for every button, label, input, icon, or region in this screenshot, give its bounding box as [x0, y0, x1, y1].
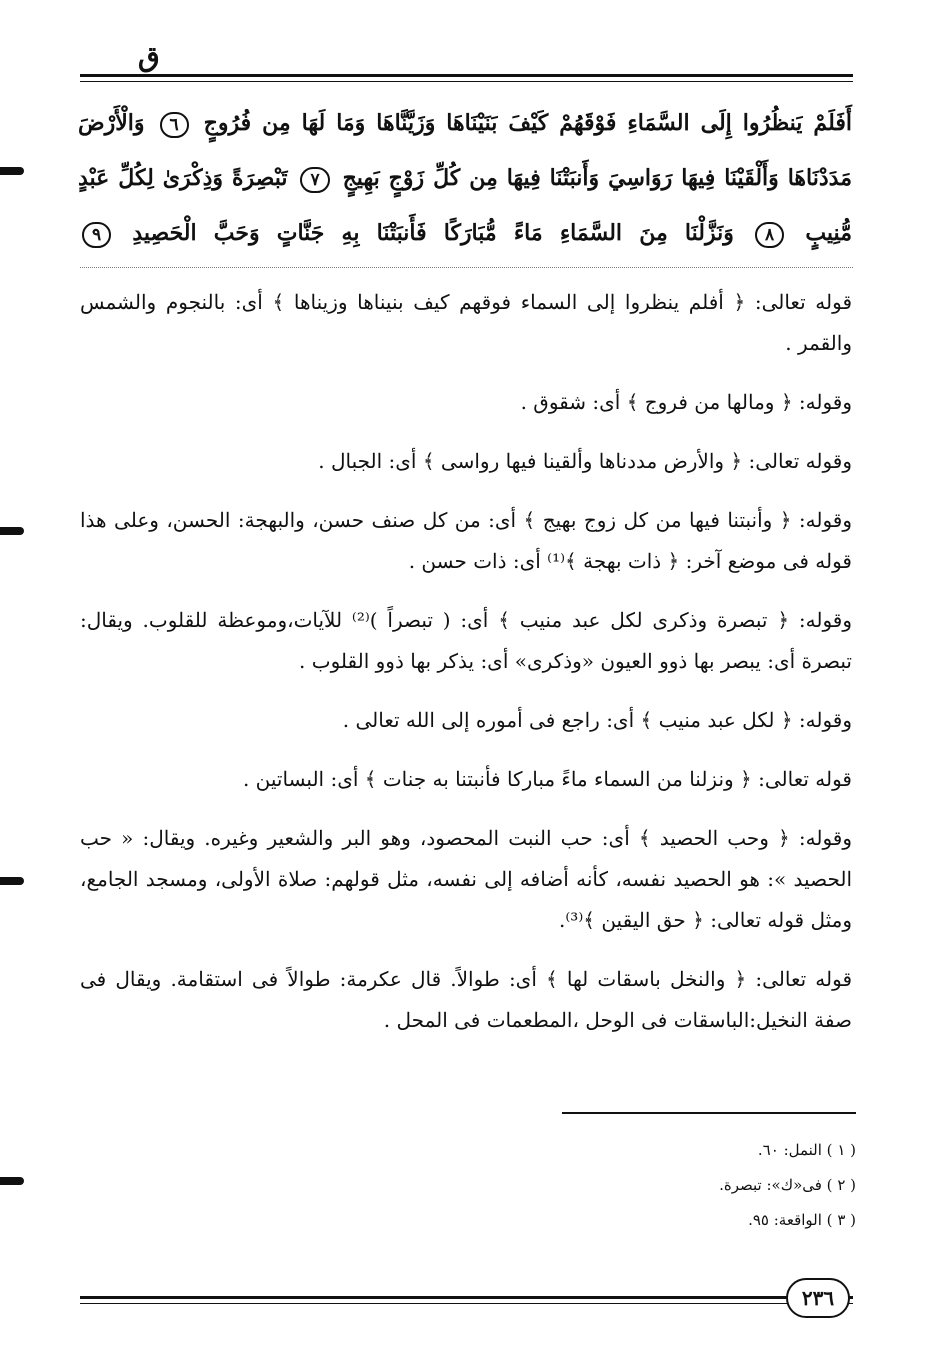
page-number: ٢٣٦ — [786, 1278, 850, 1318]
header-rule — [80, 74, 853, 77]
commentary-paragraph: وقوله: ﴿ ومالها من فروج ﴾ أى: شقوق . — [520, 390, 852, 414]
commentary-paragraph: وقوله تعالى: ﴿ والأرض مددناها وألقينا فيها رواسى ﴾ أى: الجبال . — [318, 449, 852, 473]
ayah-number-8: ٨ — [755, 222, 784, 248]
footnote-2: ( ٢ ) فى«ك»: تبصرة. — [719, 1176, 856, 1194]
commentary-paragraph: وقوله: ﴿ وأنبتنا فيها من كل زوج بهيج ﴾ أى: من كل صنف حسن، والبهجة: الحسن، وعلى هذا قوله فى موضع آخر: ﴿ ذات بهجة ﴾⁽¹⁾ أى: ذات حسن . — [80, 508, 852, 573]
quran-verses-block — [78, 96, 852, 261]
footnote-rule — [562, 1112, 856, 1114]
ayah-number-7: ٧ — [300, 167, 329, 193]
surah-header-mark: ق — [138, 40, 160, 73]
footnote-1: ( ١ ) النمل: ٦٠. — [757, 1141, 856, 1159]
verse-text: تَبْصِرَةً وَذِكْرَىٰ لِكُلِّ عَبْدٍ مُّنِيبٍ — [78, 165, 852, 246]
edge-mark — [0, 527, 24, 535]
commentary-body — [80, 282, 852, 1059]
commentary-paragraph: قوله تعالى: ﴿ والنخل باسقات لها ﴾ أى: طوالاً. قال عكرمة: طوالاً فى استقامة. ويقال فى صفة النخيل:الباسقات فى الوحل ،المطعمات فى المحل . — [80, 967, 852, 1032]
footnote-3: ( ٣ ) الواقعة: ٩٥. — [748, 1211, 856, 1229]
ayah-number-9: ٩ — [82, 222, 111, 248]
verse-separator — [80, 267, 853, 268]
ayah-number-6: ٦ — [160, 112, 189, 138]
verse-text: أَفَلَمْ يَنظُرُوا إِلَى السَّمَاءِ فَوْقَهُمْ كَيْفَ بَنَيْنَاهَا وَزَيَّنَّاهَا وَمَا لَهَا مِن فُرُوجٍ — [203, 110, 852, 136]
footer-rule — [80, 1296, 853, 1299]
footnotes — [520, 1133, 856, 1238]
commentary-paragraph: وقوله: ﴿ تبصرة وذكرى لكل عبد منيب ﴾ أى: ( تبصراً )⁽²⁾ للآيات،وموعظة للقلوب. ويقال: تبصرة أى: يبصر بها ذوو العيون «وذكرى» أى: يذكر بها ذوو القلوب . — [80, 608, 852, 673]
edge-mark — [0, 167, 24, 175]
commentary-paragraph: وقوله: ﴿ وحب الحصيد ﴾ أى: حب النبت المحصود، وهو البر والشعير وغيره. ويقال: « حب الحصيد »: هو الحصيد نفسه، كأنه أضافه إلى نفسه، مثل قولهم: صلاة الأولى، ومسجد الجامع، ومثل قوله تعالى: ﴿ حق اليقين ﴾⁽³⁾. — [80, 826, 852, 932]
commentary-paragraph: قوله تعالى: ﴿ أفلم ينظروا إلى السماء فوقهم كيف بنيناها وزيناها ﴾ أى: بالنجوم والشمس والقمر . — [80, 290, 853, 355]
footer-rule-thin — [80, 1303, 853, 1304]
commentary-paragraph: وقوله: ﴿ لكل عبد منيب ﴾ أى: راجع فى أموره إلى الله تعالى . — [342, 708, 852, 732]
commentary-paragraph: قوله تعالى: ﴿ ونزلنا من السماء ماءً مباركا فأنبتنا به جنات ﴾ أى: البساتين . — [242, 767, 852, 791]
edge-mark — [0, 877, 24, 885]
verse-text: وَالْأَرْضَ مَدَدْنَاهَا وَأَلْقَيْنَا فِيهَا رَوَاسِيَ وَأَنبَتْنَا فِيهَا مِن كُلِّ زَوْجٍ بَهِيجٍ — [78, 110, 852, 191]
edge-mark — [0, 1177, 24, 1185]
header-rule-thin — [80, 81, 853, 82]
verse-text: وَنَزَّلْنَا مِنَ السَّمَاءِ مَاءً مُّبَارَكًا فَأَنبَتْنَا بِهِ جَنَّاتٍ وَحَبَّ الْحَصِيدِ — [132, 220, 734, 246]
